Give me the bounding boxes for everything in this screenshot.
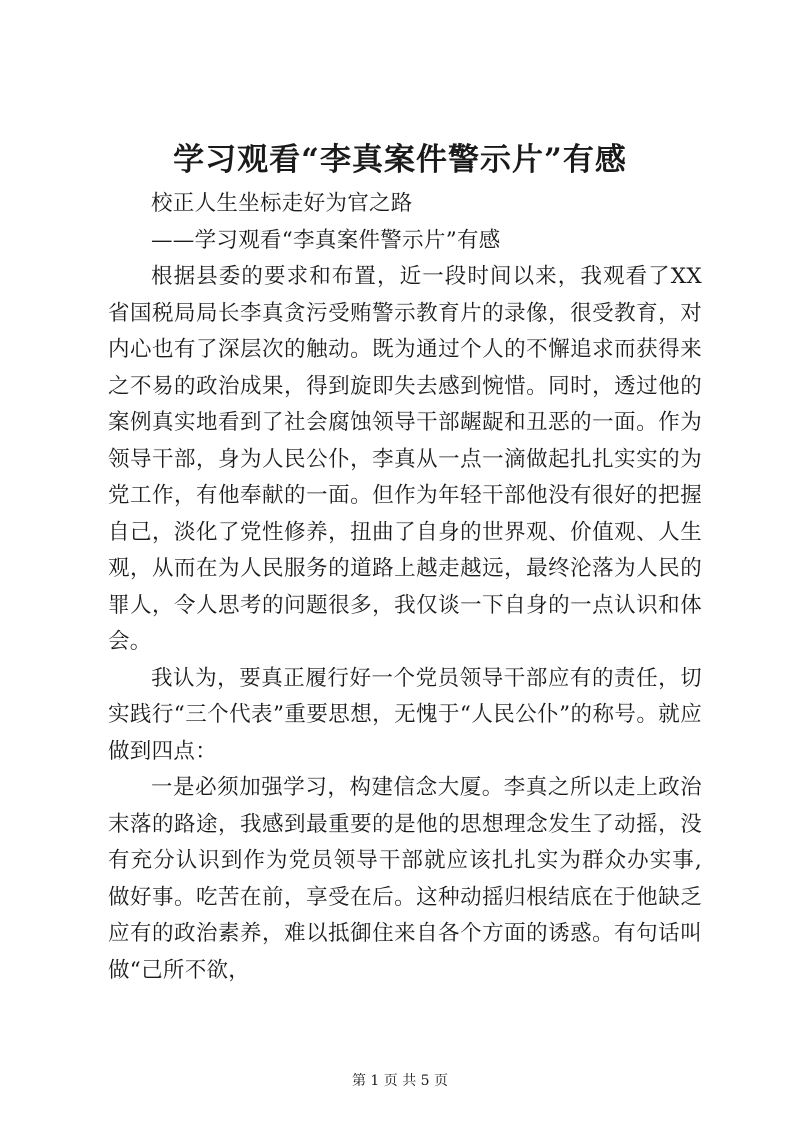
document-title: 学习观看“李真案件警示片”有感 bbox=[173, 142, 627, 178]
page-footer bbox=[0, 1071, 800, 1091]
paragraph: 根据县委的要求和布置，近一段时间以来，我观看了XX省国税局局长李真贪污受贿警示教育片的录像，很受教育，对内心也有了深层次的触动。既为通过个人的不懈追求而获得来之不易的政治成果，得到旋即失去感到惋惜。同时，透过他的案例真实地看到了社会腐蚀领导干部龌龊和丑恶的一面。作为领导干部，身为人民公仆，李真从一点一滴做起扎扎实实的为党工作，有他奉献的一面。但作为年轻干部他没有很好的把握自己，淡化了党性修养，扭曲了自身的世界观、价值观、人生观，从而在为人民服务的道路上越走越远，最终沦落为人民的罪人，令人思考的问题很多，我仅谈一下自身的一点认识和体会。 bbox=[108, 264, 702, 654]
page-number-label: 第 1 页 共 5 页 bbox=[351, 1073, 449, 1089]
paragraph: 我认为，要真正履行好一个党员领导干部应有的责任，切实践行“三个代表”重要思想，无愧于“人民公仆”的称号。就应做到四点： bbox=[108, 665, 702, 764]
subtitle-line: 校正人生坐标走好为官之路 bbox=[151, 191, 413, 216]
document-body bbox=[108, 186, 702, 989]
paragraph: 一是必须加强学习，构建信念大厦。李真之所以走上政治末落的路途，我感到最重要的是他的思想理念发生了动摇，没有充分认识到作为党员领导干部就应该扎扎实为群众办实事,做好事。吃苦在前，享受在后。这种动摇归根结底在于他缺乏应有的政治素养，难以抵御住来自各个方面的诱惑。有句话叫做“己所不欲， bbox=[108, 775, 702, 983]
subtitle-dash-line: ——学习观看“李真案件警示片”有感 bbox=[151, 227, 501, 253]
